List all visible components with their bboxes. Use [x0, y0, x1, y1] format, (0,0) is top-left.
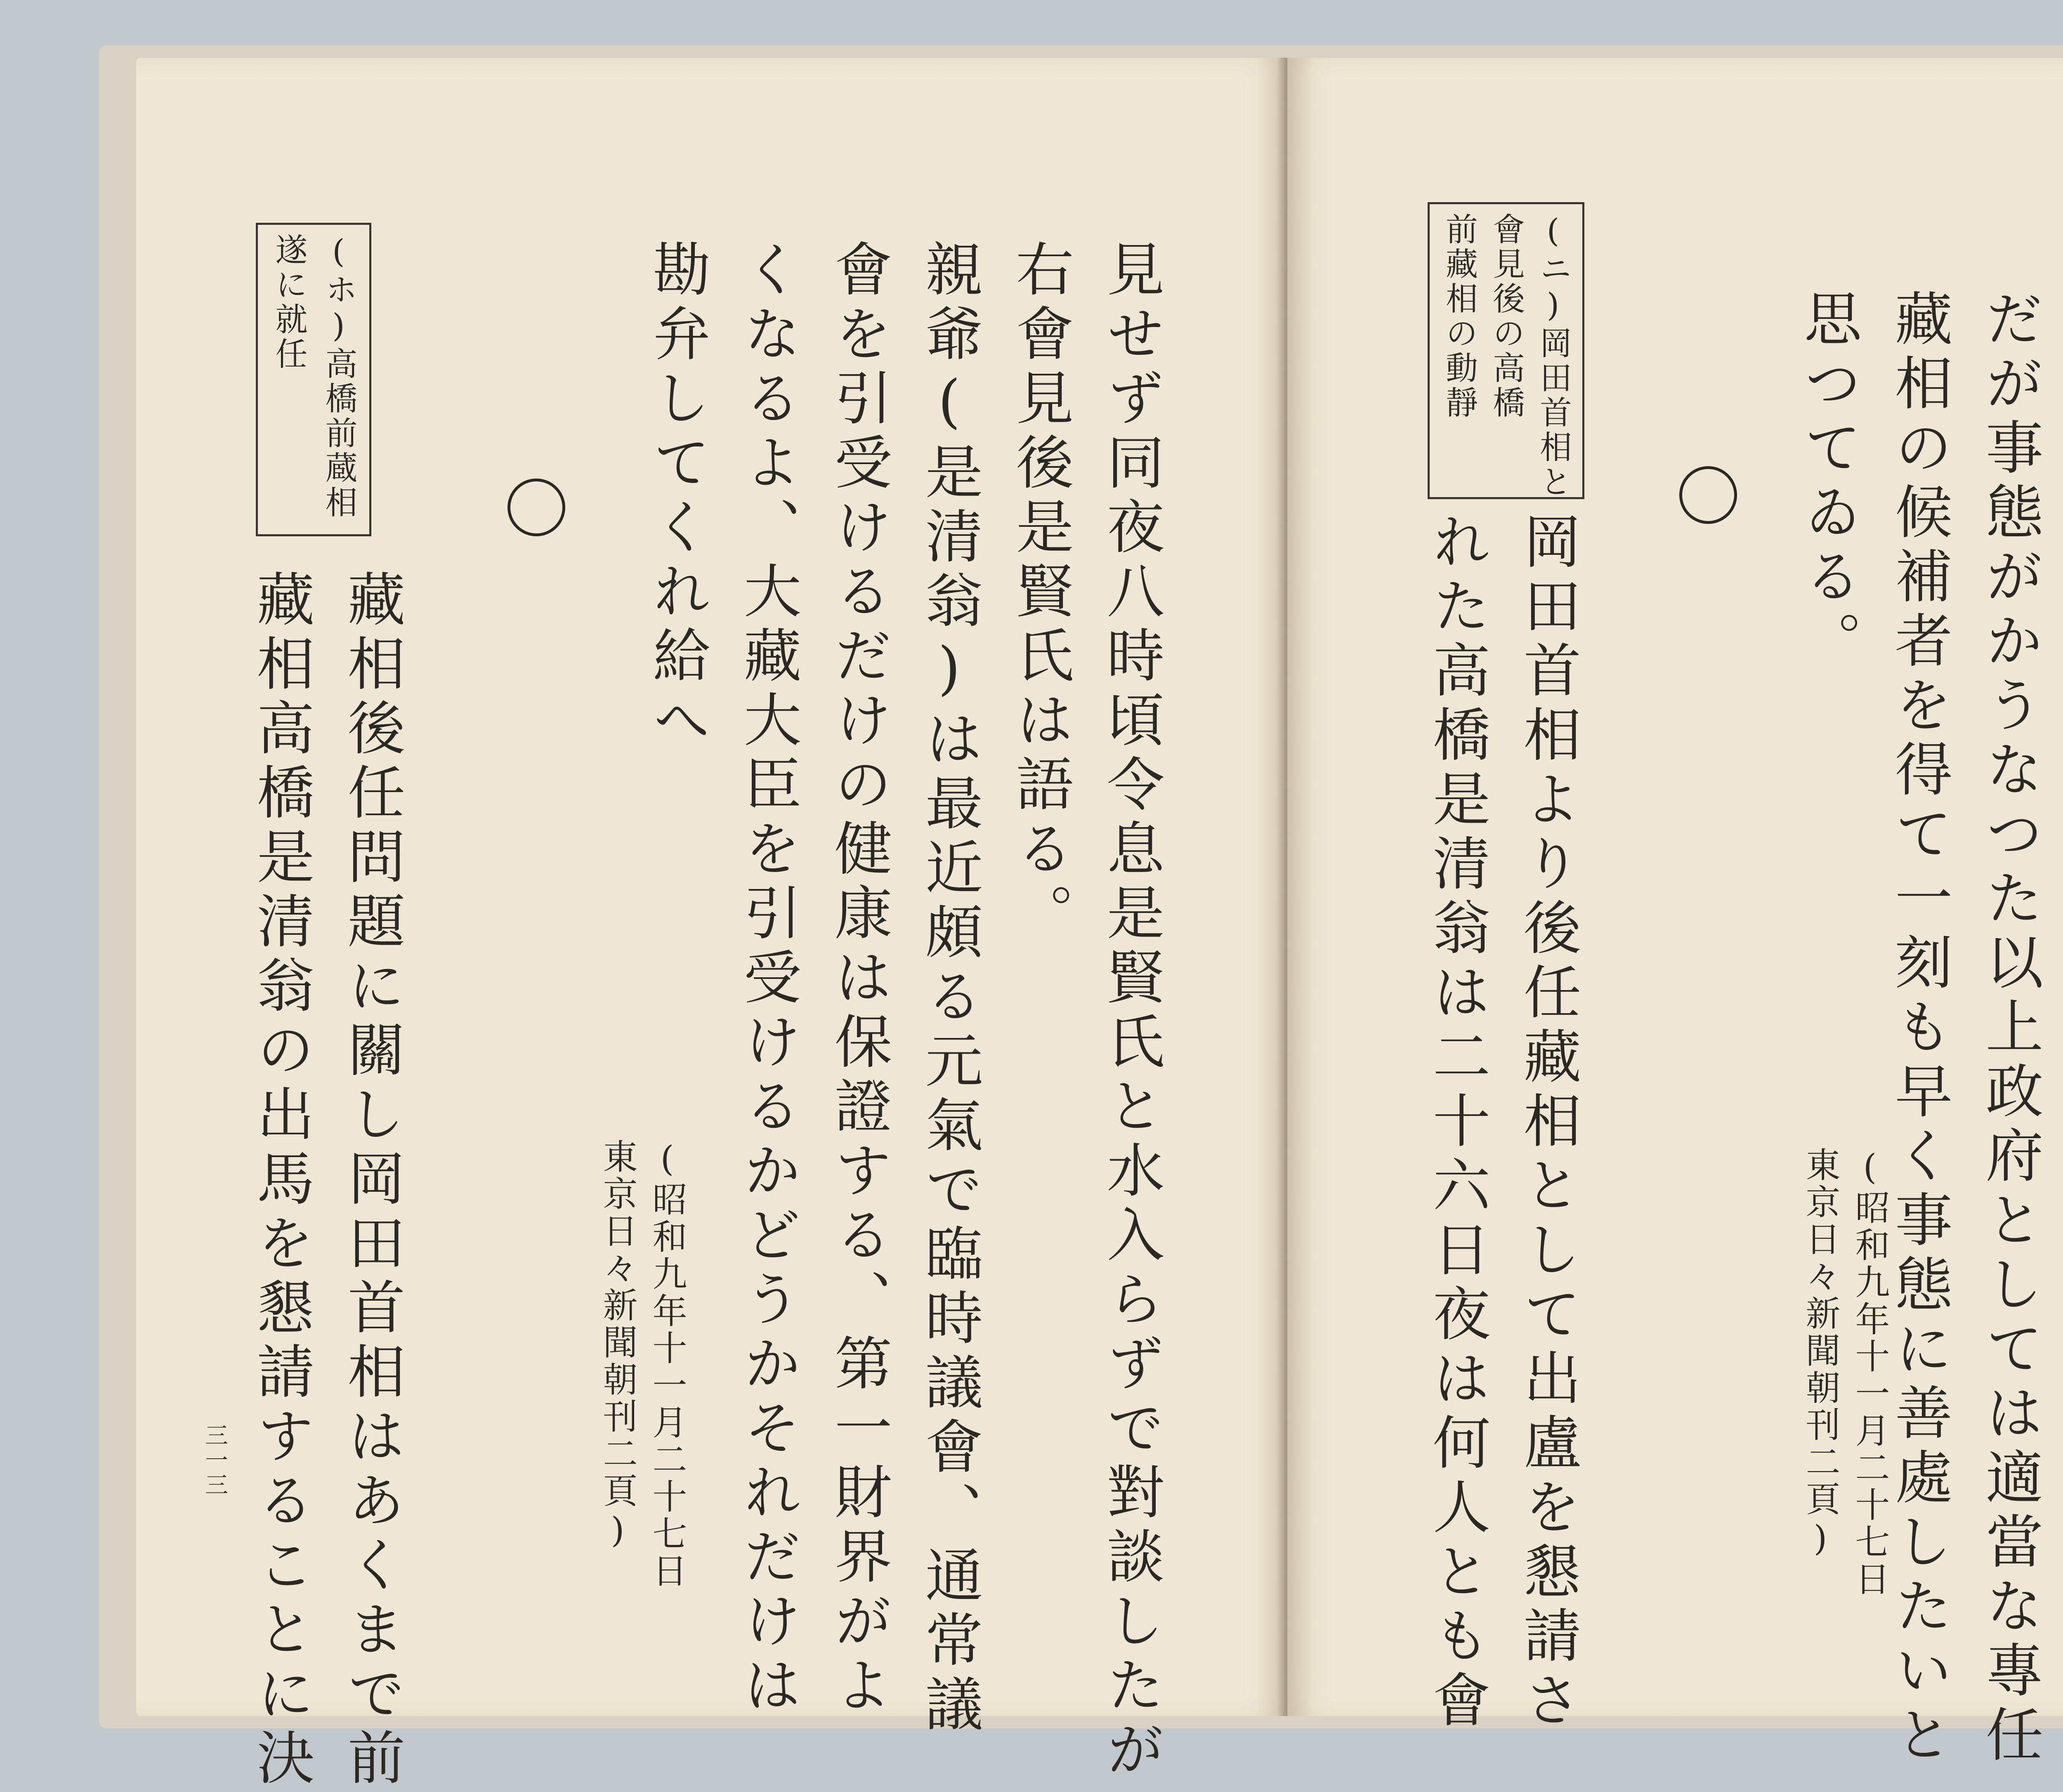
left-page-number: 三一三 — [201, 1423, 228, 1497]
left-text-column-1: 見せず同夜八時頃令息是賢氏と水入らずで對談したが — [1097, 239, 1164, 1784]
right-sidebar-box — [1428, 202, 1584, 499]
right-text-column-5: 藏相の候補者を得て一刻も早く事態に善處したいと — [1885, 289, 1952, 1769]
left-text-column-3: 親爺(是清翁)は最近頗る元氣で臨時議會、通常議 — [916, 239, 983, 1738]
left-text-column-5: くなるよ、大藏大臣を引受けるかどうかそれだけは — [734, 239, 801, 1719]
left-sidebar-line-1: (ホ)高橋前蔵相 — [320, 233, 357, 520]
right-text-column-4: だが事態がかうなつた以上政府としては適當な專任 — [1976, 289, 2043, 1769]
right-page — [1287, 58, 2063, 1769]
right-sidebar-line-2: 會見後の高橋 — [1487, 212, 1525, 420]
left-sidebar-box — [256, 223, 371, 536]
left-page — [136, 58, 1287, 1792]
left-text-column-8: 藏相高橋是清翁の出馬を懇請することに決 — [247, 569, 314, 1792]
left-citation-line-1: (昭和九年十一月二十七日 — [647, 1139, 687, 1590]
right-sidebar-line-3: 前藏相の動靜 — [1440, 212, 1478, 420]
right-citation-line-2: 東京日々新聞朝刊二頁) — [1800, 1147, 1841, 1561]
left-text-column-6: 勘弁してくれ給へ — [643, 239, 710, 754]
left-text-column-2: 右會見後是賢氏は語る。 — [1006, 239, 1074, 947]
right-sidebar-line-1: (ニ)岡田首相と — [1534, 212, 1572, 500]
right-text-column-8: れた高橋是清翁は二十六日夜は何人とも會 — [1423, 512, 1490, 1734]
right-text-column-7: 岡田首相より後任藏相として出盧を懇請さ — [1514, 512, 1581, 1734]
left-text-column-4: 會を引受けるだけの健康は保證する、第一財界がよ — [825, 239, 892, 1719]
left-text-column-7: 藏相後任問題に關し岡田首相はあくまで前 — [338, 569, 405, 1792]
left-sidebar-line-2: 遂に就任 — [270, 233, 307, 372]
section-circle-mark — [1679, 466, 1737, 524]
left-citation-line-2: 東京日々新聞朝刊二頁) — [597, 1139, 638, 1553]
right-citation-line-1: (昭和九年十一月二十七日 — [1850, 1147, 1890, 1598]
right-text-column-6: 思つてゐる。 — [1794, 289, 1862, 675]
section-circle-mark — [507, 479, 565, 536]
